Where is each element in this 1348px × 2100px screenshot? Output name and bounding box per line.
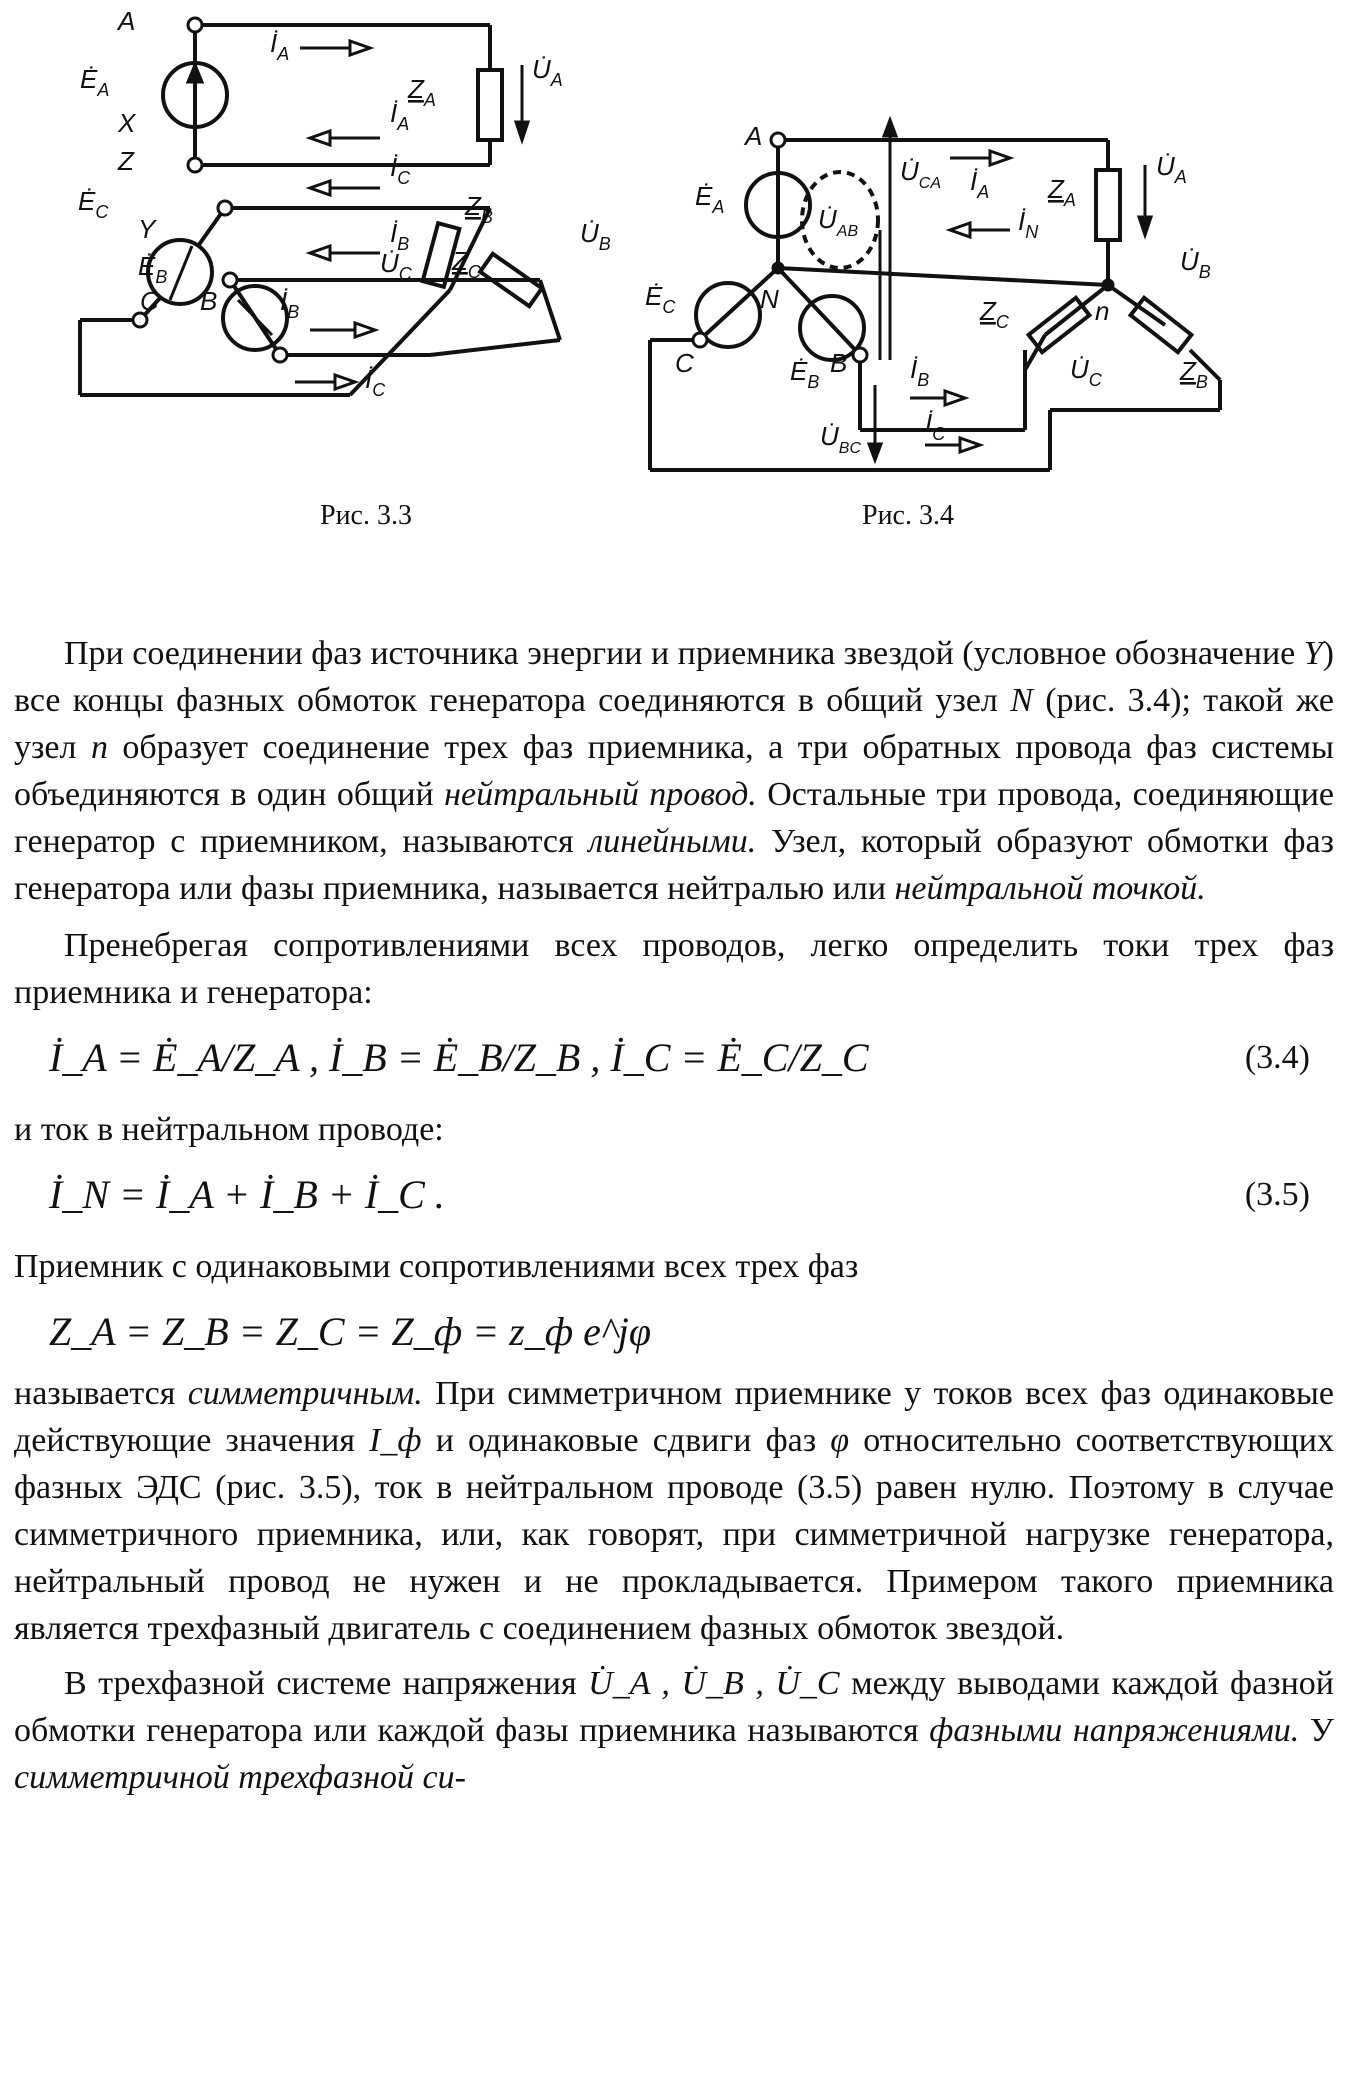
label-a: A: [118, 6, 136, 36]
arrow-uca-head: [884, 120, 896, 136]
equation-3-5-body: İ_N = İ_A + İ_B + İ_C .: [49, 1172, 445, 1217]
impedance-za: [478, 70, 502, 140]
arrow-ic-bot-head: [335, 375, 355, 389]
label-eb: $Ė_B$: [790, 356, 820, 392]
arrow-ua-head: [1139, 217, 1151, 235]
term-phase-voltages: фазными напряжениями.: [929, 1712, 1300, 1749]
label-ia-ret: $İ_A$: [390, 98, 410, 134]
terminal-y: [223, 273, 237, 287]
arrow-ec: [170, 246, 192, 300]
paragraph-neutral-current: и ток в нейтральном проводе:: [14, 1111, 444, 1148]
label-n-load: n: [1095, 296, 1110, 326]
loop-uab: [802, 172, 878, 268]
label-b: B: [830, 348, 848, 378]
equation-3-4-body: İ_A = Ė_A/Z_A , İ_B = Ė_B/Z_B , İ_C = Ė_C/Z_C: [49, 1035, 869, 1080]
wire-b-return: [430, 340, 560, 355]
term-linear: линейными.: [588, 823, 757, 860]
label-ic: $İ_C$: [925, 408, 946, 444]
label-uca: $U̇_{CA}$: [900, 156, 942, 192]
label-ia-top: $İ_A$: [270, 28, 290, 64]
label-y: Y: [138, 214, 156, 244]
node-load-n: [1103, 280, 1113, 290]
paragraph-equal-impedances: Приемник с одинаковыми сопротивлениями всех трех фаз: [14, 1248, 859, 1285]
label-uab: $U̇_{AB}$: [818, 204, 859, 240]
label-ua: $U̇_A$: [1156, 151, 1187, 187]
label-ubc: $U̇_{BC}$: [820, 421, 862, 457]
terminal-b: [853, 348, 867, 362]
label-in: $İ_N$: [1018, 206, 1039, 242]
arrow-ia-head: [990, 151, 1010, 165]
node-n: [773, 263, 783, 273]
paragraph-currents: Пренебрегая сопротивлениями всех проводов, легко определить токи трех фаз приемника и генератора:: [14, 927, 1334, 1011]
equation-3-5: [14, 1153, 1334, 1243]
terminal-c: [693, 333, 707, 347]
label-ec: $Ė_C$: [645, 281, 676, 317]
label-z: Z: [118, 146, 134, 176]
impedance-za: [1096, 170, 1120, 240]
label-ea: $Ė_A$: [80, 64, 110, 100]
equation-3-4-number: (3.4): [1244, 1039, 1310, 1076]
body-text: [14, 630, 1334, 1801]
figure-3-3-circuit: [78, 6, 640, 430]
term-neutral-point: нейтральной точкой.: [894, 870, 1206, 907]
label-ea: $Ė_A$: [695, 181, 725, 217]
label-zb: $Z_B$: [1180, 356, 1208, 392]
figure-3-3-caption: Рис. 3.3: [320, 500, 412, 531]
label-uc: $U̇_C$: [380, 248, 412, 284]
arrow-ua-head: [516, 122, 528, 140]
arrow-ic-top-head: [310, 181, 330, 195]
arrow-eb: [238, 300, 272, 335]
label-c: C: [140, 286, 159, 316]
terminal-x: [188, 158, 202, 172]
label-za: $Z_A$: [1048, 174, 1076, 210]
label-ic-top: $İ_C$: [390, 152, 411, 188]
impedance-zb: [1131, 298, 1192, 352]
label-ib-mid: $İ_B$: [390, 218, 410, 254]
label-c: C: [675, 348, 694, 378]
wire-b-right: [540, 280, 560, 340]
paragraph-star-connection: При соединении фаз источника энергии и приемника звездой (условное обозначение Y) все концы фазных обмоток генератора соединяются в общий узел N (рис. 3.4); такой же узел n образует соединение трех фаз приемника, а три обратных провода фаз системы объединяются в один общий нейтральный провод. Остальные три провода, соединяющие генератор с приемником, называются линейными. Узел, который образуют обмотки фаз генератора или фазы приемника, называется нейтралью или нейтральной точкой.: [14, 635, 1335, 907]
arrow-ubc-head: [869, 444, 881, 460]
label-zb: $Z_B$: [465, 191, 493, 227]
arrow-ia-ret-head: [310, 131, 330, 145]
label-ib-low: $İ_B$: [280, 286, 300, 322]
arrow-ib-head: [945, 391, 965, 405]
label-b: B: [200, 286, 218, 316]
equation-3-5-number: (3.5): [1244, 1176, 1310, 1213]
arrow-ea-head: [188, 65, 202, 82]
arrow-in-head: [950, 223, 970, 237]
terminal-b: [273, 348, 287, 362]
arrow-ib-mid-head: [310, 246, 330, 260]
figure-3-4-caption: Рис. 3.4: [862, 500, 954, 531]
equation-symmetric-body: Z_A = Z_B = Z_C = Z_ф = z_ф e^jφ: [49, 1309, 652, 1354]
wire-n-b: [778, 268, 860, 355]
label-ib: $İ_B$: [910, 354, 930, 390]
wire-neutral: [778, 268, 1108, 285]
label-za: $Z_A$: [408, 74, 436, 110]
label-ub: $U̇_B$: [1180, 246, 1211, 282]
figures-area: [0, 0, 1348, 560]
label-ic-bot: $İ_C$: [365, 364, 386, 400]
terminal-z: [218, 201, 232, 215]
label-x: X: [118, 108, 136, 138]
terminal-a: [771, 133, 785, 147]
term-neutral-wire: нейтральный провод.: [444, 776, 757, 813]
label-ec: $Ė_C$: [78, 186, 109, 222]
label-eb: $Ė_B$: [138, 251, 168, 287]
paragraph-phase-voltages: В трехфазной системе напряжения U̇_A , U̇_B , U̇_C между выводами каждой фазной обмотки генератора или каждой фазы приемника называются фазными напряжениями. У симметричной трехфазной си-: [14, 1665, 1335, 1796]
term-symmetric: симметричным.: [187, 1375, 423, 1412]
arrow-ic-head: [960, 438, 980, 452]
arrow-ia-top-head: [350, 41, 370, 55]
label-ia: $İ_A$: [970, 166, 990, 202]
label-zc: $Z_C$: [452, 246, 481, 282]
label-uc: $U̇_C$: [1070, 354, 1102, 390]
label-ub: $U̇_B$: [580, 218, 611, 254]
equation-3-4: [14, 1016, 1334, 1106]
arrow-ib-low-head: [355, 323, 375, 337]
figure-3-4-circuit: [645, 110, 1250, 480]
terminal-a: [188, 18, 202, 32]
paragraph-symmetric: называется симметричным. При симметричном приемнике у токов всех фаз одинаковые действующие значения I_ф и одинаковые сдвиги фаз φ относительно соответствующих фазных ЭДС (рис. 3.5), ток в нейтральном проводе (3.5) равен нулю. Поэтому в случае симметричного приемника, или, как говорят, при симметричной нагрузке генератора, нейтральный провод не нужен и не прокладывается. Примером такого приемника является трехфазный двигатель с соединением фазных обмоток звездой.: [14, 1375, 1334, 1647]
label-zc: $Z_C$: [980, 296, 1009, 332]
label-ua: $U̇_A$: [532, 54, 563, 90]
equation-symmetric: [14, 1290, 1334, 1370]
label-n-gen: N: [760, 284, 779, 314]
label-a: A: [745, 121, 763, 151]
